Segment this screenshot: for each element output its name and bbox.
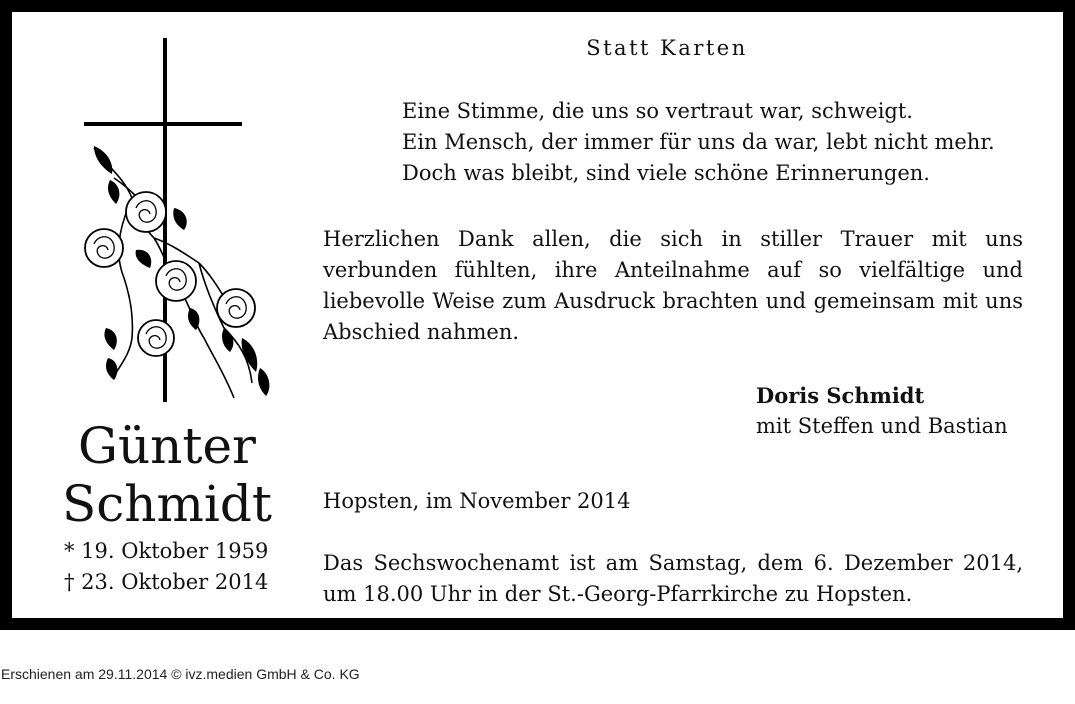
signature-name: Doris Schmidt: [756, 383, 925, 408]
life-dates: [64, 536, 294, 598]
notice-header: Statt Karten: [586, 36, 748, 60]
signature-family: mit Steffen und Bastian: [756, 414, 1008, 438]
thanks-paragraph: Herzlichen Dank allen, die sich in stiller Trauer mit uns verbunden fühlten, ihre Anteilnahme auf so vielfältige und liebevolle Weise zum Ausdruck brachten und gemeinsam mit uns Abschied nahmen.: [323, 227, 1023, 344]
poem-line: Ein Mensch, der immer für uns da war, lebt nicht mehr.: [402, 130, 995, 154]
publication-footer: Erschienen am 29.11.2014 © ivz.medien GmbH & Co. KG: [1, 666, 360, 682]
place-date: Hopsten, im November 2014: [323, 489, 631, 513]
birth-date: * 19. Oktober 1959: [64, 539, 269, 563]
deceased-first-name: Günter: [78, 417, 256, 475]
cross-with-roses-icon: [74, 38, 274, 418]
poem-line: Eine Stimme, die uns so vertraut war, schweigt.: [402, 99, 913, 123]
death-date: † 23. Oktober 2014: [64, 570, 269, 594]
service-announcement: Das Sechswochenamt ist am Samstag, dem 6. Dezember 2014, um 18.00 Uhr in der St.-Georg-Pfarrkirche zu Hopsten.: [323, 551, 1023, 606]
poem-line: Doch was bleibt, sind viele schöne Erinnerungen.: [402, 161, 930, 185]
notice-card: [12, 12, 1063, 618]
signature: [756, 380, 1046, 442]
poem: [402, 96, 1042, 189]
deceased-last-name: Schmidt: [62, 475, 272, 533]
